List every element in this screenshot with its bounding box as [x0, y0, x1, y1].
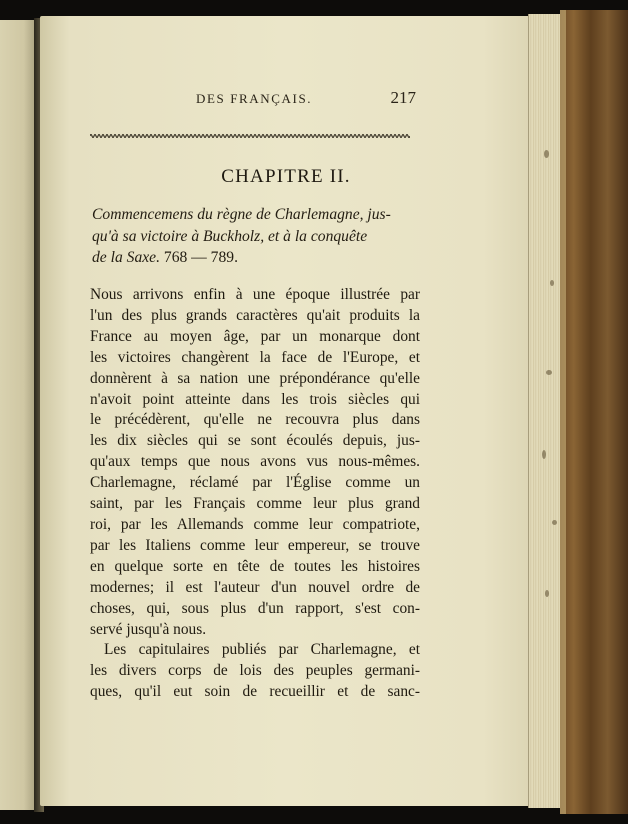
page-header — [196, 88, 418, 111]
foxing-spot — [546, 370, 552, 375]
body-text — [90, 285, 420, 703]
foxing-spots — [540, 120, 560, 680]
page-number: 217 — [390, 88, 416, 107]
chapter-summary — [92, 204, 422, 269]
summary-line: qu'à sa victoire à Buckholz, et à la conquête — [92, 227, 368, 245]
body-line: choses, qui, sous plus d'un rapport, s'est con- — [90, 599, 420, 617]
body-line: ques, qu'il eut soin de recueillir et de sanc- — [90, 683, 420, 701]
body-line: Les capitulaires publiés par Charlemagne, et — [104, 641, 420, 659]
body-line: en quelque sorte en tête de toutes les histoires — [90, 557, 420, 575]
body-line: saint, par les Français comme leur plus grand — [90, 495, 420, 513]
chapter-dates: 768 — 789. — [163, 249, 238, 266]
body-line: n'avoit point atteinte dans les trois siècles qui — [90, 390, 420, 408]
summary-line: Commencemens du règne de Charlemagne, jus- — [92, 206, 391, 223]
foxing-spot — [550, 280, 554, 286]
foxing-spot — [552, 520, 557, 525]
body-line: Nous arrivons enfin à une époque illustrée par — [90, 286, 420, 303]
foxing-spot — [542, 450, 546, 459]
body-line: les divers corps de lois des peuples germani- — [90, 662, 420, 680]
running-head: DES FRANÇAIS. — [196, 91, 313, 106]
body-line: le précédèrent, qu'elle ne recouvra plus dans — [90, 411, 420, 429]
body-line: les victoires changèrent la face de l'Europe, et — [90, 348, 420, 366]
cover-gilt-edge — [560, 10, 566, 814]
body-line: donnèrent à sa nation une prépondérance qu'elle — [90, 369, 420, 387]
chapter-title: CHAPITRE II. — [221, 166, 351, 187]
body-line: France au moyen âge, par un monarque dont — [90, 327, 420, 345]
body-line: par les Italiens comme leur empereur, se trouve — [90, 536, 420, 554]
body-line: l'un des plus grands caractères qu'ait produits la — [90, 306, 420, 324]
ornamental-rule — [90, 133, 410, 139]
body-line: les dix siècles qui se sont écoulés depuis, jus- — [90, 432, 420, 450]
foxing-spot — [545, 590, 549, 597]
body-line: roi, par les Allemands comme leur compatriote, — [90, 515, 420, 533]
summary-line-text: de la Saxe. — [92, 249, 160, 266]
foxing-spot — [544, 150, 549, 158]
body-line: servé jusqu'à nous. — [90, 620, 207, 638]
body-line: qu'aux temps que nous avons vus nous-mêmes. — [90, 453, 420, 471]
summary-line — [92, 247, 422, 269]
body-line: modernes; il est l'auteur d'un nouvel ordre de — [90, 578, 420, 596]
leather-cover — [560, 10, 628, 814]
body-line: Charlemagne, réclamé par l'Église comme un — [90, 474, 420, 492]
